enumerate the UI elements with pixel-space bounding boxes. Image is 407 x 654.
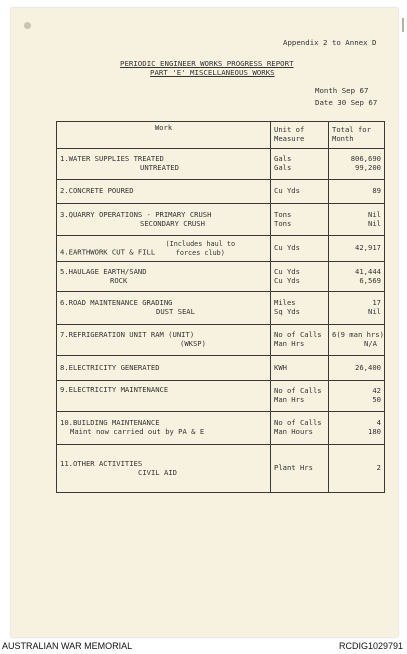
unit-cell: Gals Gals bbox=[271, 149, 329, 180]
total-cell: 806,690 99,200 bbox=[329, 149, 385, 180]
total-cell: 2 bbox=[329, 445, 385, 493]
unit-cell: No of Calls Man Hrs bbox=[271, 381, 329, 412]
table-row bbox=[57, 262, 385, 292]
unit-cell: Plant Hrs bbox=[271, 445, 329, 493]
table-header-row bbox=[57, 122, 385, 149]
work-cell: 9.ELECTRICITY MAINTENANCE bbox=[57, 381, 271, 412]
unit-cell: Tons Tons bbox=[271, 204, 329, 236]
work-cell: 2.CONCRETE POURED bbox=[57, 180, 271, 204]
total-cell: 26,400 bbox=[329, 356, 385, 381]
punch-hole-mark bbox=[24, 22, 31, 29]
header-unit: Unit of Measure bbox=[271, 122, 329, 149]
table-row bbox=[57, 292, 385, 325]
staple-mark bbox=[396, 18, 404, 32]
header-work: Work bbox=[57, 122, 271, 149]
work-cell: 3.QUARRY OPERATIONS - PRIMARY CRUSH SECONDARY CRUSH bbox=[57, 204, 271, 236]
unit-cell: KWH bbox=[271, 356, 329, 381]
table-row bbox=[57, 381, 385, 412]
work-cell: 10.BUILDING MAINTENANCE Maint now carried out by PA & E bbox=[57, 412, 271, 445]
table-row bbox=[57, 325, 385, 356]
total-cell: 41,444 6,569 bbox=[329, 262, 385, 292]
total-cell: 17 Nil bbox=[329, 292, 385, 325]
unit-cell: No of Calls Man Hrs bbox=[271, 325, 329, 356]
total-cell: 4 180 bbox=[329, 412, 385, 445]
work-cell: 4.EARTHWORK CUT & FILL (Includes haul to forces club) bbox=[57, 236, 271, 262]
table-row bbox=[57, 356, 385, 381]
report-date: Date 30 Sep 67 bbox=[315, 98, 378, 107]
work-cell: 1.WATER SUPPLIES TREATED UNTREATED bbox=[57, 149, 271, 180]
table-row bbox=[57, 412, 385, 445]
work-cell: 5.HAULAGE EARTH/SAND ROCK bbox=[57, 262, 271, 292]
unit-cell: Cu Yds bbox=[271, 236, 329, 262]
work-cell: 6.ROAD MAINTENANCE GRADING DUST SEAL bbox=[57, 292, 271, 325]
unit-cell: Miles Sq Yds bbox=[271, 292, 329, 325]
table-row bbox=[57, 204, 385, 236]
total-cell: 6(9 man hrs) N/A bbox=[329, 325, 385, 356]
record-id: RCDIG1029791 bbox=[338, 641, 403, 651]
total-cell: 42,917 bbox=[329, 236, 385, 262]
total-cell: 89 bbox=[329, 180, 385, 204]
table-row bbox=[57, 445, 385, 493]
report-subtitle: PART 'E' MISCELLANEOUS WORKS bbox=[150, 68, 275, 77]
total-cell: Nil Nil bbox=[329, 204, 385, 236]
total-cell: 42 50 bbox=[329, 381, 385, 412]
table-row bbox=[57, 236, 385, 262]
work-cell: 11.OTHER ACTIVITIES CIVIL AID bbox=[57, 445, 271, 493]
unit-cell: Cu Yds Cu Yds bbox=[271, 262, 329, 292]
appendix-label: Appendix 2 to Annex D bbox=[283, 38, 377, 47]
table-row bbox=[57, 180, 385, 204]
archive-credit: AUSTRALIAN WAR MEMORIAL bbox=[2, 641, 133, 651]
report-month: Month Sep 67 bbox=[315, 86, 369, 95]
work-cell: 7.REFRIGERATION UNIT RAM (UNIT) (WKSP) bbox=[57, 325, 271, 356]
report-title: PERIODIC ENGINEER WORKS PROGRESS REPORT bbox=[120, 59, 294, 68]
unit-cell: Cu Yds bbox=[271, 180, 329, 204]
unit-cell: No of Calls Man Hours bbox=[271, 412, 329, 445]
header-total: Total for Month bbox=[329, 122, 385, 149]
table-row bbox=[57, 149, 385, 180]
works-progress-table bbox=[56, 121, 385, 493]
work-cell: 8.ELECTRICITY GENERATED bbox=[57, 356, 271, 381]
